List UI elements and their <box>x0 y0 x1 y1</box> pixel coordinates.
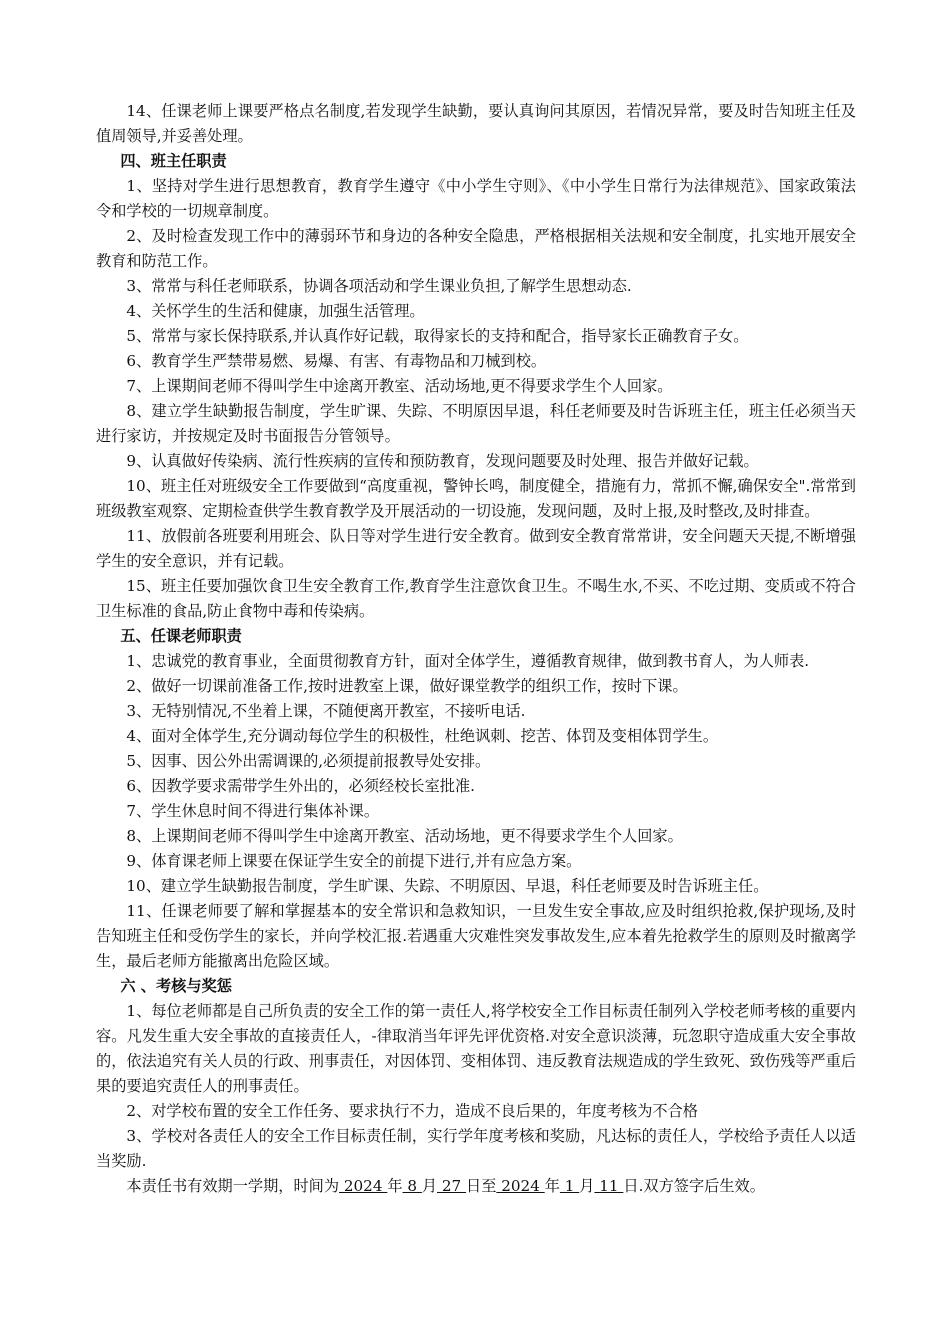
paragraph: 10、建立学生缺勤报告制度，学生旷课、失踪、不明原因、早退，科任老师要及时告诉班主任。 <box>126 877 769 895</box>
year-label: 年 <box>544 1177 560 1195</box>
paragraph: 1、坚持对学生进行思想教育，教育学生遵守《中小学生守则》、《中小学生日常行为法律规范》、国家政策法令和学校的一切规章制度。 <box>96 177 856 220</box>
day-to-label: 日至 <box>466 1177 497 1195</box>
start-day: 27 <box>437 1177 467 1195</box>
validity-suffix: 日.双方签字后生效。 <box>623 1177 765 1195</box>
paragraph: 2、做好一切课前准备工作,按时进教室上课，做好课堂教学的组织工作，按时下课。 <box>126 677 688 695</box>
year-label: 年 <box>387 1177 403 1195</box>
paragraph: 6、教育学生严禁带易燃、易爆、有害、有毒物品和刀械到校。 <box>126 352 547 370</box>
section-heading: 五、任课老师职责 <box>120 627 242 645</box>
paragraph: 14、任课老师上课要严格点名制度,若发现学生缺勤，要认真询问其原因，若情况异常，要及时告知班主任及值周领导,并妥善处理。 <box>96 102 856 145</box>
paragraph: 9、认真做好传染病、流行性疾病的宣传和预防教育，发现问题要及时处理、报告并做好记载。 <box>126 452 759 470</box>
month-label: 月 <box>421 1177 438 1195</box>
paragraph: 2、对学校布置的安全工作任务、要求执行不力，造成不良后果的，年度考核为不合格 <box>126 1102 698 1120</box>
paragraph: 6、因教学要求需带学生外出的，必须经校长室批准. <box>126 777 476 795</box>
section-heading: 四、班主任职责 <box>120 152 227 170</box>
paragraph: 5、因事、因公外出需调课的,必须提前报教导处安排。 <box>126 752 491 770</box>
paragraph: 8、建立学生缺勤报告制度，学生旷课、失踪、不明原因早退，科任老师要及时告诉班主任，班主任必须当天进行家访，并按规定及时书面报告分管领导。 <box>96 402 856 445</box>
paragraph: 5、常常与家长保持联系,并认真作好记载，取得家长的支持和配合，指导家长正确教育子女。 <box>126 327 749 345</box>
paragraph: 3、常常与科任老师联系，协调各项活动和学生课业负担,了解学生思想动态. <box>126 277 632 295</box>
end-day: 11 <box>594 1177 624 1195</box>
paragraph: 8、上课期间老师不得叫学生中途离开教室、活动场地，更不得要求学生个人回家。 <box>126 827 683 845</box>
paragraph: 9、体育课老师上课要在保证学生安全的前提下进行,并有应急方案。 <box>126 852 582 870</box>
paragraph: 10、班主任对班级安全工作要做到“高度重视，警钟长鸣，制度健全，措施有力，常抓不懈,确保安全".常常到班级教室观察、定期检查供学生教育教学及开展活动的一切设施，发现问题，及时上报,及时整改,及时排查。 <box>96 477 856 520</box>
section-heading: 六 、考核与奖惩 <box>120 977 232 995</box>
paragraph: 11、任课老师要了解和掌握基本的安全常识和急救知识，一旦发生安全事故,应及时组织抢救,保护现场,及时告知班主任和受伤学生的家长，并向学校汇报.若遇重大灾难性突发事故发生,应本着先抢救学生的原则及时撤离学生，最后老师方能撤离出危险区域。 <box>96 902 856 970</box>
paragraph: 11、放假前各班要利用班会、队日等对学生进行安全教育。做到安全教育常常讲，安全问题天天提,不断增强学生的安全意识，并有记载。 <box>96 527 856 570</box>
month-label: 月 <box>579 1177 595 1195</box>
end-month: 1 <box>559 1177 580 1195</box>
paragraph: 4、关怀学生的生活和健康，加强生活管理。 <box>126 302 425 320</box>
paragraph: 2、及时检查发现工作中的薄弱环节和身边的各种安全隐患，严格根据相关法规和安全制度，扎实地开展安全教育和防范工作。 <box>96 227 856 270</box>
paragraph: 1、忠诚党的教育事业，全面贯彻教育方针，面对全体学生，遵循教育规律，做到教书育人，为人师表. <box>126 652 810 670</box>
paragraph: 4、面对全体学生,充分调动每位学生的积极性，杜绝讽刺、挖苦、体罚及变相体罚学生。 <box>126 727 719 745</box>
paragraph: 3、无特别情况,不坐着上课，不随便离开教室，不接听电话. <box>126 702 526 720</box>
start-year: 2024 <box>339 1177 388 1195</box>
validity-prefix: 本责任书有效期一学期，时间为 <box>126 1177 340 1195</box>
paragraph: 7、上课期间老师不得叫学生中途离开教室、活动场地,更不得要求学生个人回家。 <box>126 377 673 395</box>
end-year: 2024 <box>496 1177 545 1195</box>
paragraph: 7、学生休息时间不得进行集体补课。 <box>126 802 380 820</box>
paragraph: 1、每位老师都是自己所负责的安全工作的第一责任人,将学校安全工作目标责任制列入学校老师考核的重要内容。凡发生重大安全事故的直接责任人，-律取消当年评先评优资格.对安全意识淡薄，玩忽职守造成重大安全事故的，依法追究有关人员的行政、刑事责任，对因体罚、变相体罚、违反教育法规造成的学生致死、致伤残等严重后果的要追究责任人的刑事责任。 <box>96 1002 856 1095</box>
paragraph: 3、学校对各责任人的安全工作目标责任制，实行学年度考核和奖励，凡达标的责任人，学校给予责任人以适当奖励. <box>96 1127 856 1170</box>
paragraph: 15、班主任要加强饮食卫生安全教育工作,教育学生注意饮食卫生。不喝生水,不买、不吃过期、变质或不符合卫生标准的食品,防止食物中毒和传染病。 <box>96 577 856 620</box>
start-month: 8 <box>402 1177 422 1195</box>
validity-statement <box>96 1174 856 1199</box>
document-page <box>96 99 856 1199</box>
